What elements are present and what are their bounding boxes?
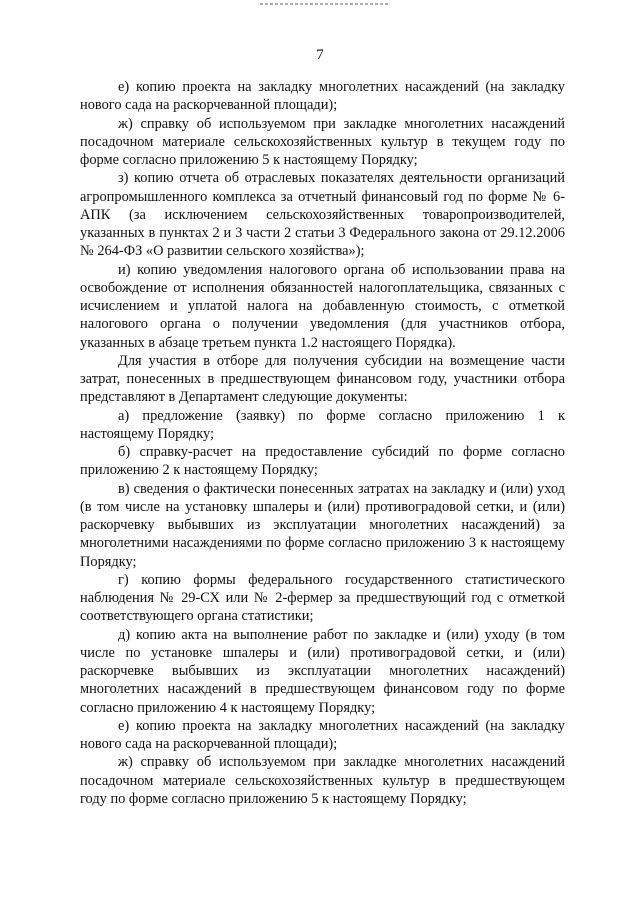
paragraph-intro: Для участия в отборе для получения субсидии на возмещение части затрат, понесенных в предшествующем финансовом году, участники отбора представляют в Департамент следующие документы: bbox=[80, 352, 565, 406]
paragraph-z: з) копию отчета об отраслевых показателях деятельности организаций агропромышленного комплекса за отчетный финансовый год по форме № 6-АПК (за исключением сельскохозяйственных товаропроизводителей, указанных в пунктах 2 и 3 части 2 статьи 3 Федерального закона от 29.12.2006 № 264-ФЗ «О развитии сельского хозяйства»); bbox=[80, 170, 565, 260]
paragraph-e-1: е) копию проекта на закладку многолетних насаждений (на закладку нового сада на раскорчеванной площади); bbox=[80, 79, 565, 114]
page-number: 7 bbox=[316, 47, 324, 63]
paragraph-zh-1: ж) справку об используемом при закладке многолетних насаждений посадочном материале сельскохозяйственных культур в текущем году по форме согласно приложению 5 к настоящему Порядку; bbox=[80, 115, 565, 168]
paragraph-i: и) копию уведомления налогового органа об использовании права на освобождение от исполнения обязанностей налогоплательщика, связанных с исчислением и уплатой налога на добавленную стоимость, с отметкой налогового органа о получении уведомления (для участников отбора, указанных в абзаце третьем пункта 1.2 настоящего Порядка). bbox=[80, 261, 565, 351]
document-body bbox=[80, 78, 565, 808]
paragraph-a: а) предложение (заявку) по форме согласно приложению 1 к настоящему Порядку; bbox=[80, 407, 565, 442]
paragraph-zh-2: ж) справку об используемом при закладке многолетних насаждений посадочном материале сельскохозяйственных культур в предшествующем году по форме согласно приложению 5 к настоящему Порядку; bbox=[80, 754, 565, 807]
paragraph-v: в) сведения о фактически понесенных затратах на закладку и (или) уход (в том числе на установку шпалеры и (или) противоградовой сетки, и (или) раскорчевку выбывших из эксплуатации многолетних насаждений) за многолетними насаждениями по форме согласно приложению 3 к настоящему Порядку; bbox=[80, 480, 565, 570]
scan-header-mark bbox=[260, 3, 390, 5]
paragraph-g: г) копию формы федерального государственного статистического наблюдения № 29-СХ или № 2-фермер за предшествующий год с отметкой соответствующего органа статистики; bbox=[80, 571, 565, 625]
paragraph-d: д) копию акта на выполнение работ по закладке и (или) уходу (в том числе по установке шпалеры и (или) противоградовой сетки, и (или) раскорчевке выбывших из эксплуатации многолетних насаждений) многолетних насаждений в предшествующем финансовом году по форме согласно приложению 4 к настоящему Порядку; bbox=[80, 626, 565, 716]
paragraph-b: б) справку-расчет на предоставление субсидий по форме согласно приложению 2 к настоящему Порядку; bbox=[80, 444, 565, 479]
paragraph-e-2: е) копию проекта на закладку многолетних насаждений (на закладку нового сада на раскорчеванной площади); bbox=[80, 717, 565, 752]
